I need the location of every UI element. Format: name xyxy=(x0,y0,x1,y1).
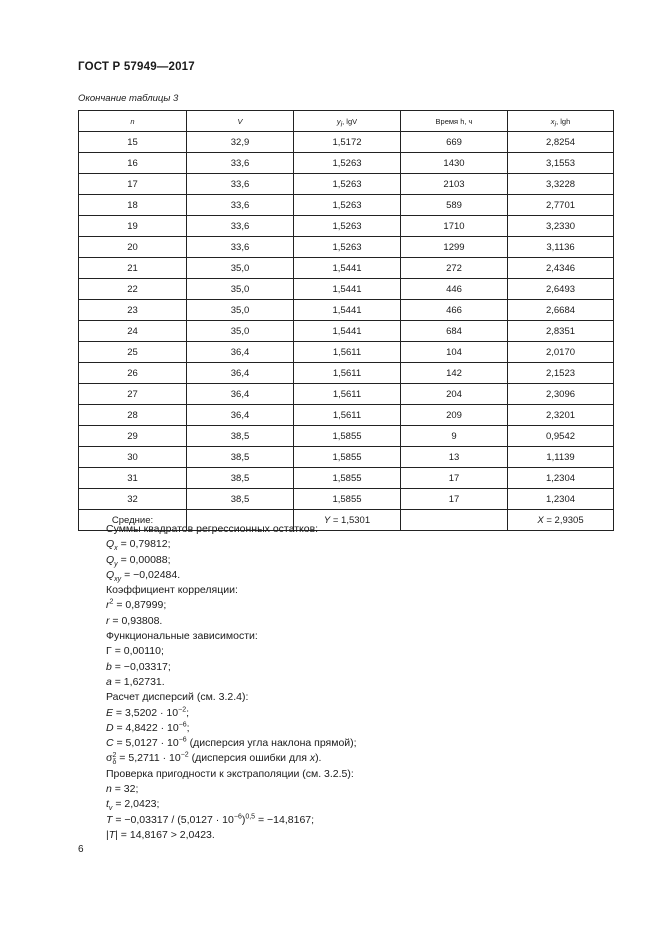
table-cell: 1,5855 xyxy=(294,468,401,489)
table-cell: 1,5263 xyxy=(294,216,401,237)
table-cell: 2103 xyxy=(401,174,508,195)
summary-empty xyxy=(401,510,508,531)
table-cell: 9 xyxy=(401,426,508,447)
table-cell: 2,0170 xyxy=(508,342,614,363)
table-cell: 33,6 xyxy=(187,216,294,237)
table-cell: 31 xyxy=(79,468,187,489)
table-cell: 33,6 xyxy=(187,174,294,195)
summary-label: Средние: xyxy=(79,510,187,531)
table-cell: 2,6684 xyxy=(508,300,614,321)
table-cell: 1,5172 xyxy=(294,132,401,153)
table-cell: 38,5 xyxy=(187,426,294,447)
table-cell: 1,5855 xyxy=(294,426,401,447)
text-line: Расчет дисперсий (см. 3.2.4): xyxy=(106,691,249,704)
table-cell: 30 xyxy=(79,447,187,468)
table-cell: 3,1136 xyxy=(508,237,614,258)
table-row xyxy=(79,363,614,384)
text-line: r = 0,93808. xyxy=(106,614,163,627)
table-cell: 21 xyxy=(79,258,187,279)
table-row xyxy=(79,342,614,363)
table-cell: 1,5263 xyxy=(294,153,401,174)
col-header-x: $x_i$, lgh xyxy=(508,111,614,132)
table-cell: 104 xyxy=(401,342,508,363)
text-line: $T = -0,03317 / (5,0127 \cdot 10^{-6})^{0,5} = -14,8167$; xyxy=(106,813,315,826)
table-row xyxy=(79,174,614,195)
table-cell: 1,5611 xyxy=(294,342,401,363)
table-cell: 466 xyxy=(401,300,508,321)
table-cell: 589 xyxy=(401,195,508,216)
text-line: b = −0,03317; xyxy=(106,660,171,673)
table-cell: 1299 xyxy=(401,237,508,258)
table-cell: 38,5 xyxy=(187,447,294,468)
table-header-row xyxy=(79,111,614,132)
table-cell: 20 xyxy=(79,237,187,258)
table-row xyxy=(79,489,614,510)
table-cell: 2,1523 xyxy=(508,363,614,384)
table-row xyxy=(79,384,614,405)
text-line: $Q_x = 0,79812$; xyxy=(106,538,171,553)
text-line: Проверка пригодности к экстраполяции (см. 3.2.5): xyxy=(106,767,354,780)
table-cell: 32,9 xyxy=(187,132,294,153)
table-cell: 684 xyxy=(401,321,508,342)
table-row xyxy=(79,216,614,237)
summary-y-mean: Y = 1,5301 xyxy=(294,510,401,531)
text-line: n = 32; xyxy=(106,783,139,796)
table-cell: 2,6493 xyxy=(508,279,614,300)
table-cell: 1,5611 xyxy=(294,405,401,426)
table-cell: 204 xyxy=(401,384,508,405)
text-line: σ 2 δ = $5,2711 \cdot 10^{-2}$ (дисперсия ошибки для x). xyxy=(106,751,322,766)
table-cell: 27 xyxy=(79,384,187,405)
table-cell: 32 xyxy=(79,489,187,510)
col-header-time: Время h, ч xyxy=(401,111,508,132)
table-cell: 35,0 xyxy=(187,279,294,300)
table-cell: 38,5 xyxy=(187,468,294,489)
table-cell: 2,3201 xyxy=(508,405,614,426)
table-cell: 33,6 xyxy=(187,195,294,216)
table-row xyxy=(79,468,614,489)
table-cell: 17 xyxy=(401,489,508,510)
table-cell: 2,4346 xyxy=(508,258,614,279)
table-cell: 209 xyxy=(401,405,508,426)
table-cell: 1,2304 xyxy=(508,468,614,489)
table-cell: 38,5 xyxy=(187,489,294,510)
table-row xyxy=(79,321,614,342)
table-row xyxy=(79,153,614,174)
table-cell: 13 xyxy=(401,447,508,468)
table-cell: 1,5855 xyxy=(294,447,401,468)
table-cell: 446 xyxy=(401,279,508,300)
text-line: |T| = 14,8167 > 2,0423. xyxy=(106,828,215,841)
table-cell: 1,5441 xyxy=(294,300,401,321)
calculation-text xyxy=(106,522,357,843)
table-cell: 15 xyxy=(79,132,187,153)
table-cell: 1,5263 xyxy=(294,174,401,195)
text-line: $E = 3,5202 \cdot 10^{-2}$; xyxy=(106,706,190,719)
table-cell: 35,0 xyxy=(187,321,294,342)
text-line: $r^2 = 0,87999$; xyxy=(106,598,167,612)
table-cell: 3,1553 xyxy=(508,153,614,174)
text-line: $D = 4,8422 \cdot 10^{-6}$; xyxy=(106,721,190,734)
data-table xyxy=(78,110,614,531)
text-line: Суммы квадратов регрессионных остатков: xyxy=(106,523,319,535)
table-cell: 17 xyxy=(401,468,508,489)
col-header-y: $y_i$, lgV xyxy=(294,111,401,132)
table-cell: 1,2304 xyxy=(508,489,614,510)
table-cell: 18 xyxy=(79,195,187,216)
table-cell: 29 xyxy=(79,426,187,447)
table-cell: 2,3096 xyxy=(508,384,614,405)
table-row xyxy=(79,405,614,426)
table-cell: 22 xyxy=(79,279,187,300)
table-cell: 3,3228 xyxy=(508,174,614,195)
table-row xyxy=(79,132,614,153)
text-line: Γ = 0,00110; xyxy=(106,645,164,658)
table-row xyxy=(79,300,614,321)
table-cell: 1,1139 xyxy=(508,447,614,468)
table-cell: 25 xyxy=(79,342,187,363)
table-cell: 35,0 xyxy=(187,258,294,279)
col-header-n: n xyxy=(79,111,187,132)
table-cell: 0,9542 xyxy=(508,426,614,447)
table-row xyxy=(79,279,614,300)
table-cell: 142 xyxy=(401,363,508,384)
table-cell: 35,0 xyxy=(187,300,294,321)
table-cell: 2,8254 xyxy=(508,132,614,153)
page-number: 6 xyxy=(78,844,84,855)
table-cell: 272 xyxy=(401,258,508,279)
table-cell: 2,8351 xyxy=(508,321,614,342)
table-cell: 1710 xyxy=(401,216,508,237)
table-cell: 33,6 xyxy=(187,153,294,174)
table-cell: 1430 xyxy=(401,153,508,174)
table-cell: 19 xyxy=(79,216,187,237)
table-cell: 1,5611 xyxy=(294,363,401,384)
table-cell: 33,6 xyxy=(187,237,294,258)
text-line: $Q_y = 0,00088$; xyxy=(106,553,171,568)
table-row xyxy=(79,447,614,468)
table-cell: 1,5263 xyxy=(294,237,401,258)
table-cell: 26 xyxy=(79,363,187,384)
text-line: Функциональные зависимости: xyxy=(106,630,258,643)
table-row xyxy=(79,426,614,447)
table-cell: 1,5441 xyxy=(294,279,401,300)
text-line: Коэффициент корреляции: xyxy=(106,584,238,597)
table-row xyxy=(79,237,614,258)
summary-x-mean: X = 2,9305 xyxy=(508,510,614,531)
table-row xyxy=(79,195,614,216)
table-cell: 1,5611 xyxy=(294,384,401,405)
table-cell: 36,4 xyxy=(187,405,294,426)
text-line: a = 1,62731. xyxy=(106,675,165,688)
table-cell: 1,5263 xyxy=(294,195,401,216)
col-header-v: V xyxy=(187,111,294,132)
table-cell: 28 xyxy=(79,405,187,426)
table-row xyxy=(79,258,614,279)
table-cell: 23 xyxy=(79,300,187,321)
table-cell: 669 xyxy=(401,132,508,153)
table-cell: 16 xyxy=(79,153,187,174)
text-line: $Q_{xy} = -0,02484$. xyxy=(106,568,181,583)
table-cell: 36,4 xyxy=(187,342,294,363)
table-cell: 2,7701 xyxy=(508,195,614,216)
table-cell: 3,2330 xyxy=(508,216,614,237)
table-cell: 1,5441 xyxy=(294,321,401,342)
table-cell: 36,4 xyxy=(187,384,294,405)
text-line: $t_v = 2,0423$; xyxy=(106,798,160,813)
table-cell: 1,5855 xyxy=(294,489,401,510)
table-cell: 36,4 xyxy=(187,363,294,384)
text-line: $C = 5,0127 \cdot 10^{-6}$ (дисперсия угла наклона прямой); xyxy=(106,736,357,750)
table-caption: Окончание таблицы 3 xyxy=(78,93,179,104)
table-cell: 17 xyxy=(79,174,187,195)
table-cell: 1,5441 xyxy=(294,258,401,279)
document-header: ГОСТ Р 57949—2017 xyxy=(78,61,195,73)
table-cell: 24 xyxy=(79,321,187,342)
